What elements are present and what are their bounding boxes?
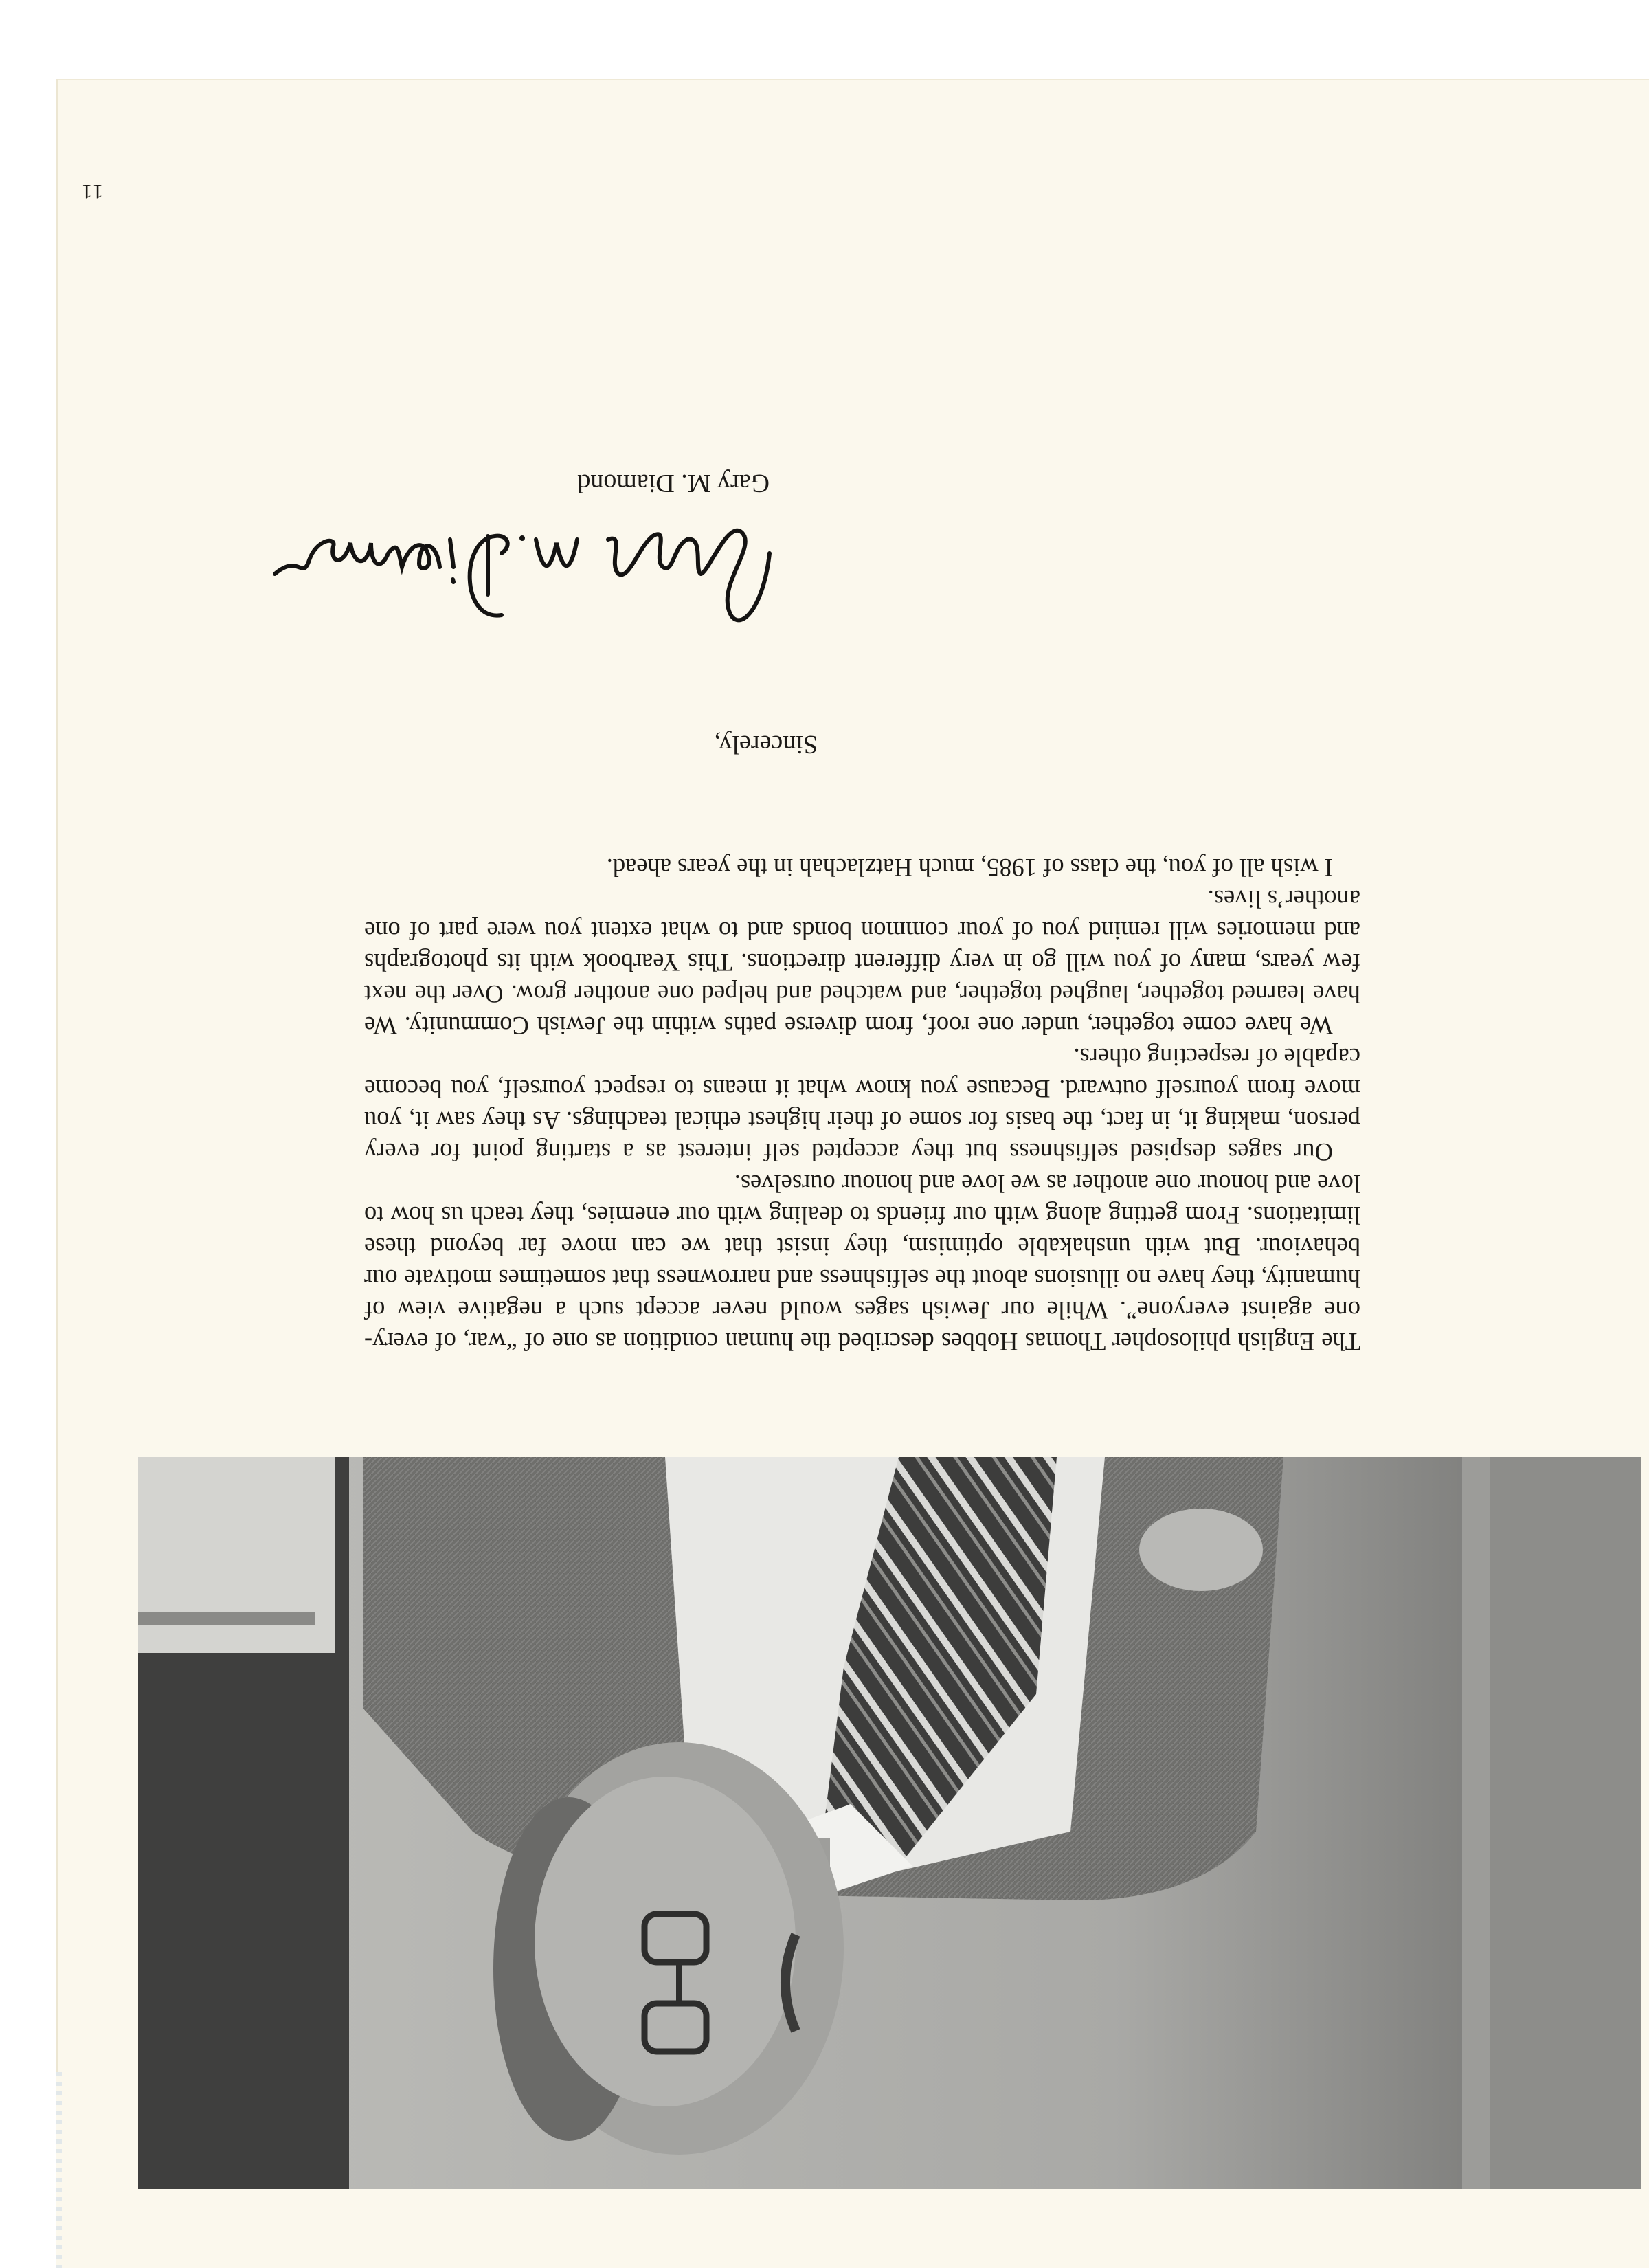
letter-paragraph: The English philosopher Thomas Hobbes described the human condition as one of “war, of every-one against everyone”. While our Jewish sages would never accept such a negative view of humanity, they have no illusions about the selfishness and narrowness that sometimes motivate our behaviour. But with unshakable optimism, they insist that we can move far beyond these limitations. From getting along with our friends to dealing with our enemies, they teach us how to love and honour one another as we love and honour ourselves. [364, 1170, 1360, 1356]
letter-closing: Sincerely, [714, 730, 818, 759]
scanner-background [0, 0, 56, 2268]
handwritten-signature [261, 498, 783, 656]
portrait-photo [138, 1457, 1641, 2189]
page-content-rotated [56, 79, 1649, 2268]
letter-paragraph: Our sages despised selfishness but they accepted self interest as a starting point for every person, making it, in fact, the basis for some of their highest ethical teachings. As they saw it, you move from yourself outward. Because you know what it means to respect yourself, you become capable of respecting others. [364, 1043, 1360, 1166]
signature-name: Gary M. Diamond [577, 469, 770, 498]
scanned-page [56, 79, 1649, 2268]
letter-paragraph: We have come together, under one roof, from diverse paths within the Jewish Community. We have learned together, laughed together, and watched and helped one another grow. Over the next few years, many of you will go in very different directions. This Yearbook with its photographs and memories will remind you of your common bonds and to what extent you were part of one another’s lives. [364, 885, 1360, 1040]
portrait-photo-illustration [138, 1457, 1641, 2189]
letter-paragraph: I wish all of you, the class of 1985, much Hatzlachah in the years ahead. [606, 854, 1333, 882]
letter-body [364, 852, 1360, 1357]
page-number: 11 [80, 180, 103, 203]
